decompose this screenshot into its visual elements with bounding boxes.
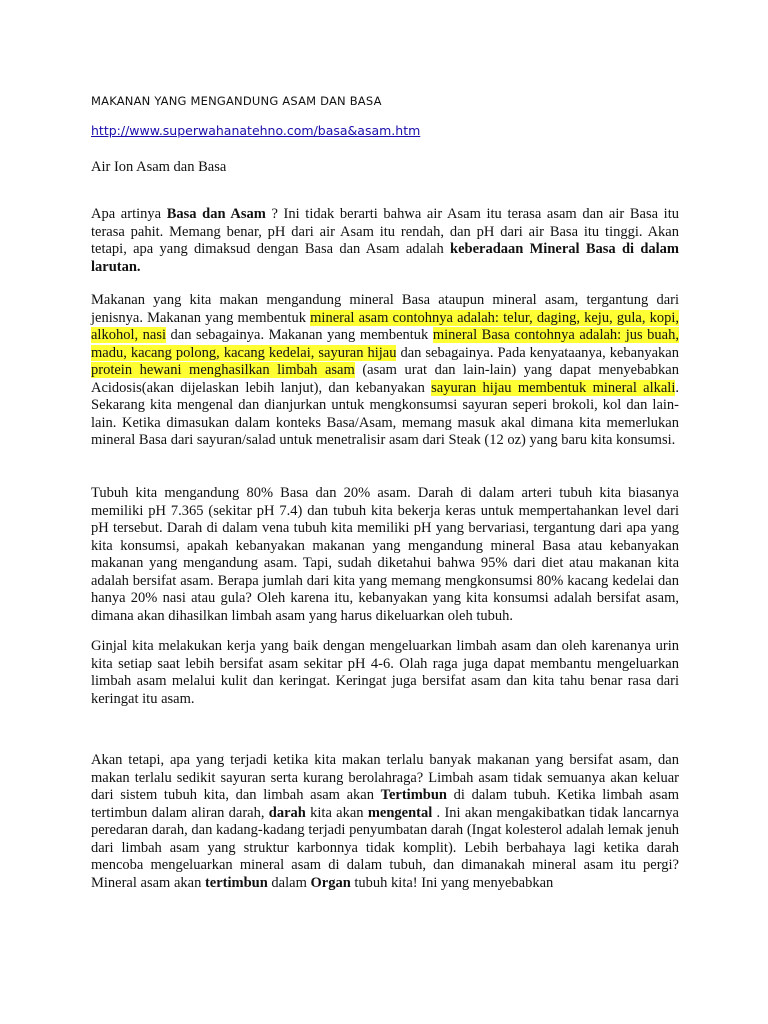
document-subtitle: Air Ion Asam dan Basa [91, 159, 227, 175]
paragraph-3: Tubuh kita mengandung 80% Basa dan 20% asam. Darah di dalam arteri tubuh kita biasanya memiliki pH 7.365 (sekitar pH 7.4) dan tubuh kita bekerja keras untuk mempertahankan level dari pH tersebut. Darah di dalam vena tubuh kita memiliki pH yang bervariasi, tergantung dari apa yang kita konsumsi, apakah kebanyakan makanan yang mengandung mineral Basa atau kebanyakan makanan yang mengandung asam. Tapi, sudah diketahui bahwa 95% dari diet atau makanan kita adalah bersifat asam. Berapa jumlah dari kita yang memang mengkonsumsi 80% kacang kedelai dan hanya 20% nasi atau gula? Oleh karena itu, kebanyakan yang kita konsumsi adalah bersifat asam, dimana akan dihasilkan limbah asam yang harus dikeluarkan oleh tubuh. [91, 485, 679, 624]
source-link[interactable]: http://www.superwahanatehno.com/basa&asam.htm [91, 123, 421, 138]
p2-text-4: (asam urat dan lain-lain) yang dapat menyebabkan Acidosis(akan dijelaskan lebih lanjut), dan kebanyakan [91, 362, 679, 396]
p5-text-2: di dalam tubuh. Ketika limbah asam tertimbun dalam aliran darah, [91, 787, 680, 821]
p2-text-3: dan sebagainya. Pada kenyataanya, kebanyakan [396, 344, 679, 361]
p5-bold-5: Organ [310, 874, 351, 891]
paragraph-4: Ginjal kita melakukan kerja yang baik dengan mengeluarkan limbah asam dan oleh karenanya urin kita setiap saat lebih bersifat asam sekitar pH 4-6. Olah raga juga dapat membantu mengeluarkan limbah asam melalui kulit dan keringat. Keringat juga bersifat asam dan kita tahu benar rasa dari keringat itu asam. [91, 638, 679, 707]
p2-highlight-4: sayuran hijau membentuk mineral alkali [431, 379, 676, 396]
p5-text-5: dalam [267, 874, 311, 891]
p5-text-4: . Ini akan mengakibatkan tidak lancarnya peredaran darah, dan kadang-kadang terjadi penyumbatan darah (Ingat kolesterol adalah lemak jenuh dari limbah asam yang struktur karbonnya tidak komplit). Lebih berbahaya lagi ketika darah mencoba mengeluarkan mineral asam di dalam tubuh, dan dimanakah mineral asam itu pergi? Mineral asam akan [91, 804, 679, 891]
p1-bold-1: Basa dan Asam [166, 206, 266, 222]
p5-text-6: tubuh kita! Ini yang menyebabkan [350, 874, 554, 891]
p5-bold-1: Tertimbun [380, 787, 447, 803]
p1-text-1: Apa artinya [91, 206, 167, 222]
p2-highlight-3: protein hewani menghasilkan limbah asam [91, 362, 355, 378]
document-heading: MAKANAN YANG MENGANDUNG ASAM DAN BASA [91, 94, 382, 108]
p2-text-5: . Sekarang kita mengenal dan dianjurkan untuk mengkonsumsi sayuran seperi brokoli, kol dan lain-lain. Ketika dimasukan dalam konteks Basa/Asam, memang masuk akal dimana kita memerlukan mineral Basa dari sayuran/salad untuk menetralisir asam dari Steak (12 oz) yang baru kita konsumsi. [91, 379, 679, 448]
p2-text-2: dan sebagainya. Makanan yang membentuk [166, 327, 433, 343]
p5-bold-4: tertimbun [204, 874, 268, 891]
p2-highlight-1: mineral asam contohnya adalah: telur, daging, keju, gula, kopi, alkohol, nasi [91, 309, 679, 343]
p1-text-2: ? Ini tidak berarti bahwa air Asam itu terasa asam dan air Basa itu terasa pahit. Memang benar, pH dari air Asam itu rendah, dan pH dari air Basa itu tinggi. Akan tetapi, apa yang dimaksud dengan Basa dan Asam adalah [91, 206, 679, 257]
p5-text-3: kita akan [305, 804, 368, 821]
p2-text-1: Makanan yang kita makan mengandung mineral Basa ataupun mineral asam, tergantung dari jenisnya. Makanan yang membentuk [91, 292, 679, 326]
p5-text-1: Akan tetapi, apa yang terjadi ketika kita makan terlalu banyak makanan yang bersifat asam, dan makan terlalu sedikit sayuran serta kurang berolahraga? Limbah asam tidak semuanya akan keluar dari sistem tubuh kita, dan limbah asam akan [91, 752, 679, 803]
p2-highlight-2: mineral Basa contohnya adalah: jus buah, madu, kacang polong, kacang kedelai, sayuran hijau [91, 327, 679, 361]
paragraph-1 [91, 206, 679, 276]
p1-bold-2: keberadaan Mineral Basa di dalam larutan. [91, 241, 680, 275]
paragraph-2 [91, 292, 679, 450]
p5-bold-2: darah [268, 804, 306, 821]
p5-bold-3: mengental [367, 804, 433, 821]
paragraph-5 [91, 752, 679, 892]
